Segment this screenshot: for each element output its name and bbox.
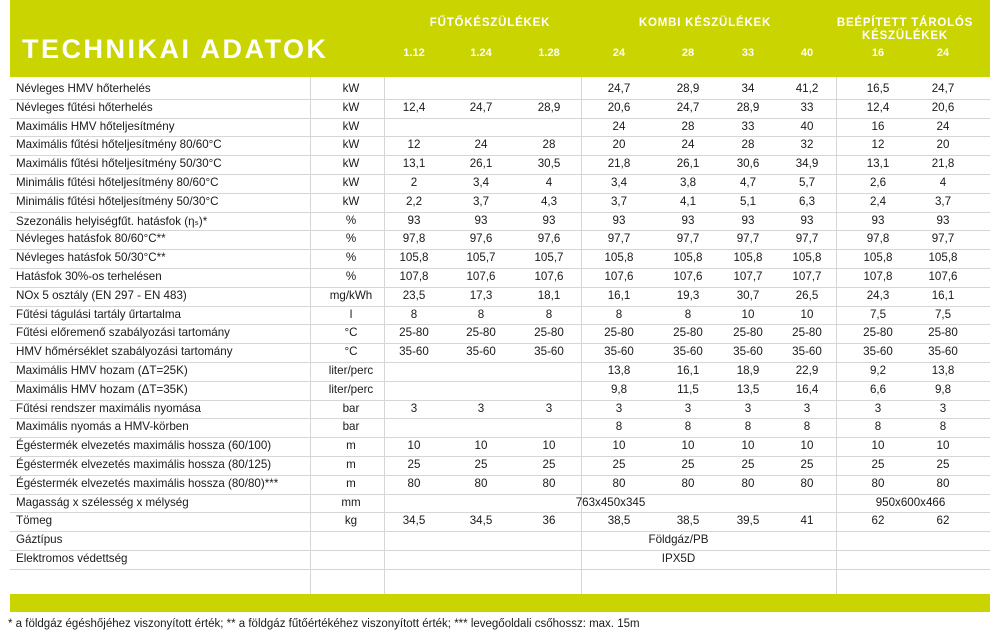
table-cell: 3,7 (934, 194, 952, 208)
table-row (10, 99, 990, 118)
table-cell: 26,5 (795, 288, 819, 302)
row-unit: liter/perc (328, 364, 374, 377)
row-unit: kW (342, 157, 360, 171)
table-cell: 105,8 (673, 251, 703, 265)
table-cell: 10 (800, 307, 814, 321)
table-cell: 8 (744, 420, 752, 434)
table-cell: 25-80 (863, 326, 893, 340)
table-cell: 13,5 (736, 382, 760, 396)
table-cell: 24,7 (607, 82, 631, 95)
table-cell: 38,5 (676, 514, 700, 528)
table-cell: 13,1 (402, 157, 426, 171)
row-label: Maximális HMV hozam (ΔT=35K) (16, 382, 188, 396)
table-cell: 10 (407, 439, 421, 453)
table-row (10, 287, 990, 306)
table-cell: 16,1 (607, 288, 631, 302)
table-cell: 20 (936, 138, 950, 152)
row-label: NOx 5 osztály (EN 297 - EN 483) (16, 288, 187, 302)
table-cell: 10 (871, 439, 885, 453)
row-label: Égéstermék elvezetés maximális hossza (60/100) (16, 439, 272, 453)
table-cell: 93 (542, 213, 556, 227)
table-cell: 24 (681, 138, 695, 152)
table-cell: 12,4 (866, 100, 890, 114)
row-label: Elektromos védettség (16, 552, 128, 565)
table-cell: 4 (545, 176, 553, 189)
table-cell: 3,7 (610, 194, 628, 208)
table-cell: 3 (744, 401, 752, 415)
table-cell: 25 (542, 458, 556, 471)
table-cell: 3 (874, 401, 882, 415)
table-cell: 97,8 (402, 232, 426, 246)
table-cell: 97,7 (676, 232, 700, 246)
row-label: Tömeg (16, 514, 53, 528)
table-cell: 4,1 (679, 194, 697, 208)
table-row (10, 306, 990, 325)
row-label: Gáztípus (16, 533, 63, 547)
table-row (10, 136, 990, 155)
table-cell: 21,8 (607, 157, 631, 171)
table-cell: 24 (936, 119, 950, 133)
row-unit: % (345, 213, 357, 227)
table-cell: 10 (741, 307, 755, 321)
table-row (10, 230, 990, 249)
model-heading: 16 (871, 47, 885, 59)
table-cell: 28,9 (676, 82, 700, 95)
table-cell: 3,4 (472, 176, 490, 189)
table-cell: 13,8 (607, 364, 631, 377)
table-cell: 33 (741, 119, 755, 133)
row-label: Maximális HMV hőteljesítmény (16, 119, 175, 133)
table-cell: 36 (542, 514, 556, 528)
table-cell: 93 (741, 213, 755, 227)
table-cell: 107,6 (466, 270, 496, 283)
group-heading-storage: BEÉPÍTETT TÁROLÓS KÉSZÜLÉKEK (836, 17, 974, 42)
table-cell: 35-60 (466, 345, 496, 359)
table-cell: 2,6 (869, 176, 887, 189)
table-cell: 7,5 (934, 307, 952, 321)
table-cell: 3 (939, 401, 947, 415)
table-cell: 12 (407, 138, 421, 152)
table-row (10, 550, 990, 569)
table-cell: 9,8 (934, 382, 952, 396)
row-label: Hatásfok 30%-os terhelésen (16, 270, 162, 283)
table-cell: 93 (612, 213, 626, 227)
table-cell: 80 (800, 476, 814, 490)
table-cell: 41,2 (795, 82, 819, 95)
table-cell: 24,7 (469, 100, 493, 114)
table-cell: 3 (684, 401, 692, 415)
table-cell: 7,5 (869, 307, 887, 321)
row-label: Égéstermék elvezetés maximális hossza (80/80)*** (16, 476, 279, 490)
table-cell: 19,3 (676, 288, 700, 302)
table-row (10, 80, 990, 99)
row-unit: kW (342, 119, 360, 133)
row-label: Maximális fűtési hőteljesítmény 50/30°C (16, 157, 222, 171)
table-cell: 34 (741, 82, 755, 95)
row-label: Maximális fűtési hőteljesítmény 80/60°C (16, 138, 222, 152)
table-cell: 93 (800, 213, 814, 227)
table-cell: 80 (542, 476, 556, 490)
model-heading: 1.24 (470, 47, 492, 59)
row-label: Névleges hatásfok 50/30°C** (16, 251, 166, 265)
table-cell: 20 (612, 138, 626, 152)
row-label: Maximális nyomás a HMV-körben (16, 420, 189, 434)
table-cell: 3 (410, 401, 418, 415)
row-unit: m (346, 458, 356, 471)
table-cell: 28 (741, 138, 755, 152)
table-cell: 25-80 (534, 326, 564, 340)
table-cell: 13,1 (866, 157, 890, 171)
table-cell: 93 (407, 213, 421, 227)
table-cell: 97,8 (866, 232, 890, 246)
table-cell: 8 (410, 307, 418, 321)
table-cell: 28,9 (736, 100, 760, 114)
table-row (10, 437, 990, 456)
table-cell: 80 (681, 476, 695, 490)
table-cell: 35-60 (928, 345, 958, 359)
table-cell: 93 (871, 213, 885, 227)
table-cell: 93 (936, 213, 950, 227)
row-label: Fűtési rendszer maximális nyomása (16, 401, 201, 415)
table-cell: 28 (681, 119, 695, 133)
table-row (10, 343, 990, 362)
table-cell: 107,6 (604, 270, 634, 283)
table-cell: 41 (800, 514, 814, 528)
table-cell: 4,3 (540, 194, 558, 208)
table-cell: 25-80 (733, 326, 763, 340)
row-label: HMV hőmérséklet szabályozási tartomány (16, 345, 233, 359)
table-cell: 5,7 (798, 176, 816, 189)
row-unit: liter/perc (328, 382, 374, 396)
table-row (10, 155, 990, 174)
merged-cell: 950x600x466 (875, 495, 946, 509)
table-cell: 107,6 (534, 270, 564, 283)
table-cell: 10 (741, 439, 755, 453)
table-cell: 93 (474, 213, 488, 227)
table-cell: 3,4 (610, 176, 628, 189)
table-cell: 22,9 (795, 364, 819, 377)
table-cell: 35-60 (733, 345, 763, 359)
page-title: TECHNIKAI ADATOK (22, 34, 329, 64)
table-cell: 16,1 (931, 288, 955, 302)
table-cell: 105,8 (604, 251, 634, 265)
row-unit: bar (342, 401, 360, 415)
table-cell: 40 (800, 119, 814, 133)
table-cell: 2,4 (869, 194, 887, 208)
table-cell: 11,5 (677, 382, 699, 396)
table-cell: 25-80 (399, 326, 429, 340)
table-cell: 24,7 (931, 82, 955, 95)
table-cell: 13,8 (931, 364, 955, 377)
table-cell: 25 (936, 458, 950, 471)
table-row (10, 362, 990, 381)
table-cell: 80 (936, 476, 950, 490)
table-cell: 25 (474, 458, 488, 471)
model-heading: 33 (741, 47, 755, 59)
table-cell: 30,6 (736, 157, 760, 171)
table-cell: 8 (615, 420, 623, 434)
table-cell: 5,1 (739, 194, 757, 208)
table-cell: 25 (741, 458, 755, 471)
table-cell: 35-60 (673, 345, 703, 359)
table-cell: 105,7 (466, 251, 496, 265)
row-unit: m (346, 439, 356, 453)
table-cell: 107,7 (733, 270, 763, 283)
table-row (10, 324, 990, 343)
table-cell: 9,8 (610, 382, 628, 396)
row-label: Fűtési tágulási tartály űrtartalma (16, 307, 181, 321)
table-cell: 17,3 (469, 288, 493, 302)
table-cell: 107,6 (928, 270, 958, 283)
table-row (10, 531, 990, 550)
table-cell: 10 (542, 439, 556, 453)
row-unit: l (349, 307, 353, 321)
table-cell: 20,6 (931, 100, 955, 114)
table-cell: 4,7 (739, 176, 757, 189)
row-unit: kW (342, 138, 360, 152)
row-label: Szezonális helyiségfűt. hatásfok (ηₛ)* (16, 214, 208, 228)
table-row (10, 494, 990, 513)
row-unit: kW (342, 82, 360, 95)
table-cell: 8 (803, 420, 811, 434)
row-label: Névleges HMV hőterhelés (16, 82, 151, 95)
merged-cell: IPX5D (661, 552, 696, 565)
table-cell: 34,9 (795, 157, 819, 171)
table-cell: 18,9 (736, 364, 760, 377)
table-cell: 23,5 (402, 288, 426, 302)
table-row (10, 456, 990, 475)
row-unit: kW (342, 100, 360, 114)
table-cell: 26,1 (469, 157, 493, 171)
table-cell: 105,8 (928, 251, 958, 265)
table-cell: 105,8 (863, 251, 893, 265)
table-cell: 30,7 (736, 288, 760, 302)
table-cell: 93 (681, 213, 695, 227)
row-label: Névleges fűtési hőterhelés (16, 100, 153, 114)
table-cell: 25 (407, 458, 421, 471)
table-cell: 8 (477, 307, 485, 321)
row-unit: °C (344, 345, 358, 359)
model-heading: 1.28 (538, 47, 560, 59)
table-cell: 97,6 (469, 232, 493, 246)
table-cell: 8 (939, 420, 947, 434)
table-row (10, 268, 990, 287)
row-label: Névleges hatásfok 80/60°C** (16, 232, 166, 246)
table-cell: 34,5 (469, 514, 493, 528)
table-cell: 2 (410, 176, 418, 189)
table-cell: 28,9 (537, 100, 561, 114)
table-cell: 8 (874, 420, 882, 434)
row-label: Maximális HMV hozam (ΔT=25K) (16, 364, 188, 377)
table-row (10, 249, 990, 268)
row-unit: mm (341, 495, 361, 509)
table-cell: 25-80 (466, 326, 496, 340)
group-heading-heaters: FŰTŐKÉSZÜLÉKEK (429, 17, 551, 29)
table-cell: 6,3 (798, 194, 816, 208)
table-cell: 97,7 (795, 232, 819, 246)
table-cell: 25 (800, 458, 814, 471)
table-cell: 20,6 (607, 100, 631, 114)
model-heading: 28 (681, 47, 695, 59)
table-cell: 80 (871, 476, 885, 490)
table-cell: 8 (684, 307, 692, 321)
table-cell: 34,5 (402, 514, 426, 528)
model-heading: 24 (612, 47, 626, 59)
table-cell: 25 (612, 458, 626, 471)
table-cell: 62 (871, 514, 885, 528)
table-cell: 25 (681, 458, 695, 471)
table-cell: 24,7 (676, 100, 700, 114)
row-unit: mg/kWh (329, 288, 373, 302)
table-cell: 8 (615, 307, 623, 321)
row-unit: % (345, 232, 357, 246)
table-cell: 16 (871, 119, 885, 133)
table-cell: 33 (800, 100, 814, 114)
table-row (10, 174, 990, 193)
table-row (10, 418, 990, 437)
table-cell: 3 (803, 401, 811, 415)
table-cell: 35-60 (399, 345, 429, 359)
table-row (10, 193, 990, 212)
row-unit: kW (342, 176, 360, 189)
row-label: Minimális fűtési hőteljesítmény 50/30°C (16, 194, 219, 208)
table-cell: 35-60 (604, 345, 634, 359)
table-cell: 16,5 (866, 82, 890, 95)
table-cell: 6,6 (869, 382, 887, 396)
table-cell: 25-80 (673, 326, 703, 340)
row-unit: kg (344, 514, 358, 528)
table-cell: 35-60 (534, 345, 564, 359)
table-cell: 38,5 (607, 514, 631, 528)
table-cell: 16,4 (795, 382, 819, 396)
table-cell: 25-80 (928, 326, 958, 340)
table-cell: 16,1 (676, 364, 700, 377)
row-label: Magasság x szélesség x mélység (16, 495, 189, 509)
row-unit: °C (344, 326, 358, 340)
table-cell: 25-80 (792, 326, 822, 340)
table-row (10, 118, 990, 137)
table-cell: 80 (612, 476, 626, 490)
table-cell: 107,7 (792, 270, 822, 283)
table-cell: 8 (684, 420, 692, 434)
merged-cell: 763x450x345 (575, 495, 646, 509)
table-cell: 18,1 (537, 288, 561, 302)
data-table (10, 77, 990, 594)
table-cell: 10 (936, 439, 950, 453)
table-cell: 3,8 (679, 176, 697, 189)
model-heading: 40 (800, 47, 814, 59)
table-cell: 105,8 (733, 251, 763, 265)
table-header (10, 0, 990, 77)
table-cell: 24 (612, 119, 626, 133)
table-cell: 97,6 (537, 232, 561, 246)
table-cell: 10 (612, 439, 626, 453)
table-cell: 24 (474, 138, 488, 152)
table-cell: 97,7 (607, 232, 631, 246)
table-cell: 25 (871, 458, 885, 471)
table-row (10, 400, 990, 419)
table-cell: 32 (800, 138, 814, 152)
merged-cell: Földgáz/PB (648, 533, 709, 547)
row-label: Minimális fűtési hőteljesítmény 80/60°C (16, 176, 219, 189)
table-row (10, 212, 990, 231)
table-cell: 8 (545, 307, 553, 321)
row-divider (10, 569, 990, 570)
table-cell: 9,2 (869, 364, 887, 377)
row-unit: bar (342, 420, 360, 434)
table-cell: 26,1 (676, 157, 700, 171)
row-unit: % (345, 270, 357, 283)
table-row (10, 381, 990, 400)
table-cell: 80 (741, 476, 755, 490)
table-cell: 30,5 (537, 157, 561, 171)
footnote: * a földgáz égéshőjéhez viszonyított érték; ** a földgáz fűtőértékéhez viszonyított érték; *** levegőoldali csőhossz: max. 15m (8, 618, 640, 630)
table-cell: 4 (939, 176, 947, 189)
table-cell: 105,8 (792, 251, 822, 265)
table-cell: 3 (477, 401, 485, 415)
table-cell: 107,8 (399, 270, 429, 283)
table-cell: 28 (542, 138, 556, 152)
table-cell: 10 (474, 439, 488, 453)
table-cell: 107,8 (863, 270, 893, 283)
table-cell: 97,7 (931, 232, 955, 246)
table-cell: 35-60 (792, 345, 822, 359)
table-cell: 35-60 (863, 345, 893, 359)
table-row (10, 475, 990, 494)
model-heading: 1.12 (403, 47, 425, 59)
table-cell: 107,6 (673, 270, 703, 283)
table-cell: 39,5 (736, 514, 760, 528)
table-cell: 105,7 (534, 251, 564, 265)
row-label: Égéstermék elvezetés maximális hossza (80/125) (16, 458, 272, 471)
table-cell: 2,2 (405, 194, 423, 208)
row-label: Fűtési előremenő szabályozási tartomány (16, 326, 230, 340)
table-cell: 3 (615, 401, 623, 415)
group-heading-combi: KOMBI KÉSZÜLÉKEK (638, 17, 772, 29)
table-cell: 25-80 (604, 326, 634, 340)
table-cell: 80 (407, 476, 421, 490)
table-row (10, 512, 990, 531)
row-unit: % (345, 251, 357, 265)
table-cell: 10 (681, 439, 695, 453)
table-cell: 10 (800, 439, 814, 453)
table-cell: 3 (545, 401, 553, 415)
model-heading: 24 (936, 47, 950, 59)
table-cell: 24,3 (866, 288, 890, 302)
table-cell: 80 (474, 476, 488, 490)
table-cell: 62 (936, 514, 950, 528)
table-cell: 3,7 (472, 194, 490, 208)
table-cell: 105,8 (399, 251, 429, 265)
table-cell: 12 (871, 138, 885, 152)
table-cell: 12,4 (402, 100, 426, 114)
table-cell: 21,8 (931, 157, 955, 171)
row-unit: m (346, 476, 356, 490)
table-cell: 97,7 (736, 232, 760, 246)
row-unit: kW (342, 194, 360, 208)
